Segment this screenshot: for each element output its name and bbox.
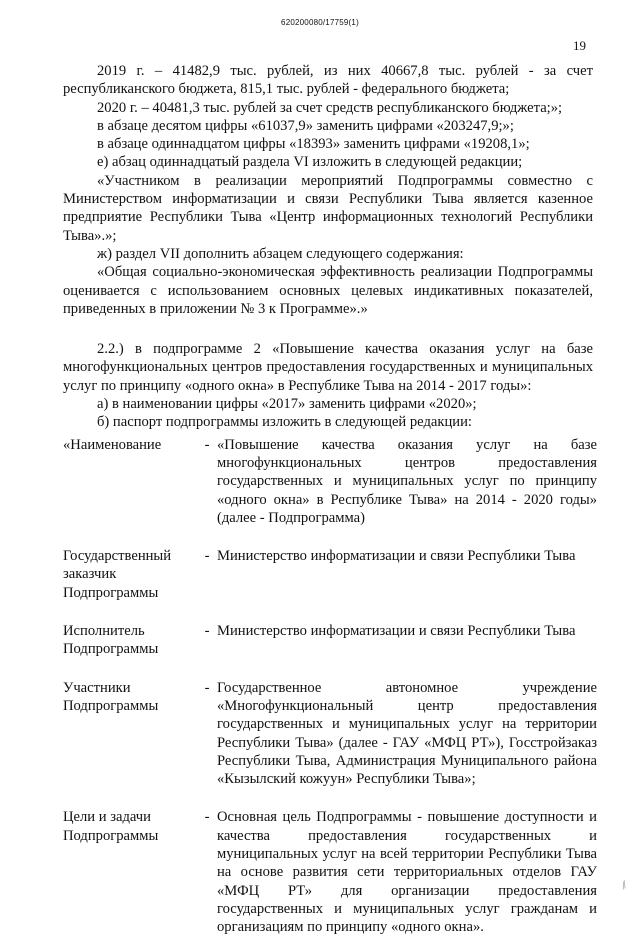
passport-dash: - — [204, 623, 210, 640]
paragraph: «Участником в реализации мероприятий Подпрограммы совместно с Министерством информатизации и связи Республики Тыва является казенное предприятие Республики Тыва «Центр информационных технологий Республики Тыва».»; — [63, 172, 593, 244]
passport-row — [63, 808, 597, 936]
row-spacer — [63, 602, 597, 622]
page-number: 19 — [573, 38, 586, 53]
paragraph: а) в наименовании цифры «2017» заменить цифрами «2020»; — [97, 396, 477, 413]
section-heading-paragraph: 2.2.) в подпрограмме 2 «Повышение качества оказания услуг на базе многофункциональных центров предоставления государственных и муниципальных услуг по принципу «одного окна» в Республике Тыва на 2014 - 2017 годы»: — [63, 341, 593, 394]
document-body — [63, 62, 597, 936]
passport-label: Участники Подпрограммы — [63, 679, 159, 714]
passport-label: Исполнитель Подпрограммы — [63, 623, 159, 658]
paragraph: в абзаце десятом цифры «61037,9» заменить цифрами «203247,9;»; — [97, 117, 514, 134]
passport-value: Основная цель Подпрограммы - повышение доступности и качества предоставления государственных и муниципальных услуг на всей территории Республики Тыва на основе развития сети территориальных отделов ГАУ «МФЦ РТ» для организации предоставления государственных и муниципальных услуг гражданам и организациям по принципу «одного окна». — [217, 809, 597, 936]
passport-label: Цели и задачи Подпрограммы — [63, 809, 159, 844]
paragraph: в абзаце одиннадцатом цифры «18393» заменить цифрами «19208,1»; — [97, 136, 530, 153]
passport-row — [63, 547, 597, 602]
row-spacer — [63, 788, 597, 808]
corner-scribble-icon: ⁄⁄ — [619, 880, 630, 891]
paragraph: ж) раздел VII дополнить абзацем следующего содержания: — [97, 245, 464, 262]
passport-dash: - — [204, 548, 210, 565]
paragraph: е) абзац одиннадцатый раздела VI изложить в следующей редакции; — [97, 154, 523, 171]
passport-dash: - — [204, 679, 210, 696]
paragraph: 2019 г. – 41482,9 тыс. рублей, из них 40667,8 тыс. рублей - за счет республиканского бюджета, 815,1 тыс. рублей - федерального бюджета; — [63, 63, 593, 98]
passport-label: «Наименование — [63, 436, 162, 453]
paragraph: «Общая социально-экономическая эффективность реализации Подпрограммы оценивается с использованием основных целевых индикативных показателей, приведенных в приложении № 3 к Программе».» — [63, 264, 593, 317]
paragraph: 2020 г. – 40481,3 тыс. рублей за счет средств республиканского бюджета;»; — [97, 99, 563, 116]
passport-value: Министерство информатизации и связи Республики Тыва — [217, 548, 576, 565]
passport-value: Государственное автономное учреждение «Многофункциональный центр предоставления государственных и муниципальных услуг на территории Республики Тыва» (далее - ГАУ «МФЦ РТ»), Госстройзаказ Республики Тыва, Администрация Муниципального района «Кызылский кожуун» Республики Тыва»; — [217, 679, 597, 788]
passport-value: «Повышение качества оказания услуг на базе многофункциональных центров предоставления государственных и муниципальных услуг по принципу «одного окна» в Республике Тыва» на 2014 - 2020 годы» (далее - Подпрограмма) — [217, 436, 597, 526]
passport-row — [63, 436, 597, 527]
passport-table — [63, 436, 597, 936]
document-id: 620200080/17759(1) — [281, 18, 359, 27]
passport-value: Министерство информатизации и связи Республики Тыва — [217, 623, 576, 640]
section-gap — [63, 318, 593, 340]
row-spacer — [63, 659, 597, 679]
passport-row — [63, 679, 597, 789]
row-spacer — [63, 527, 597, 547]
passport-dash: - — [204, 809, 210, 826]
paragraph: б) паспорт подпрограммы изложить в следующей редакции: — [97, 414, 472, 431]
passport-dash: - — [204, 436, 210, 453]
passport-row — [63, 622, 597, 659]
passport-label: Государственный заказчик Подпрограммы — [63, 548, 172, 601]
